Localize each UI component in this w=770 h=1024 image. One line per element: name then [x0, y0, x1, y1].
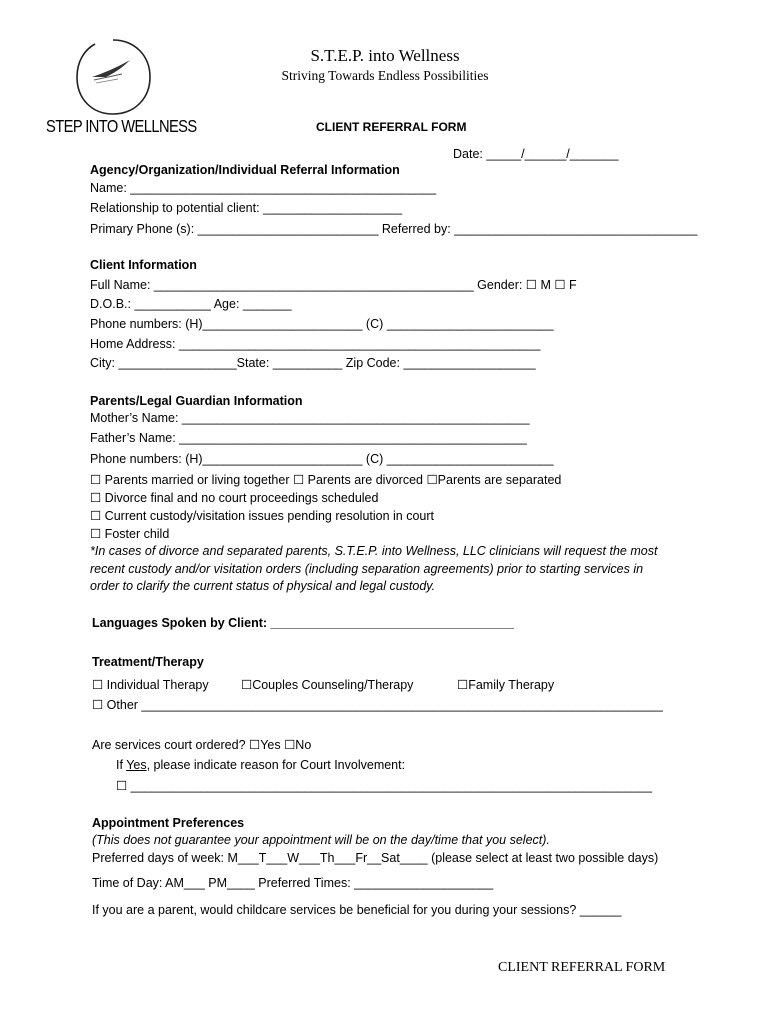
relationship-field[interactable]: Relationship to potential client: ____________________ [90, 201, 403, 215]
form-title: CLIENT REFERRAL FORM [316, 120, 467, 134]
divorce-final-checkbox[interactable]: ☐ Divorce final and no court proceedings scheduled [90, 491, 379, 505]
mother-name-field[interactable]: Mother’s Name: __________________________________________________ [90, 411, 530, 425]
brand-name: STEP INTO WELLNESS [46, 116, 197, 136]
time-of-day-field[interactable]: Time of Day: AM___ PM____ Preferred Times: ____________________ [92, 876, 494, 890]
other-therapy-field[interactable]: ☐ Other ___________________________________________________________________________ [92, 698, 663, 712]
agency-phone-field[interactable]: Primary Phone (s): __________________________ Referred by: ___________________________________ [90, 222, 698, 236]
couples-therapy-checkbox[interactable]: ☐Couples Counseling/Therapy [241, 678, 414, 692]
client-dob-field[interactable]: D.O.B.: ___________ Age: _______ [90, 297, 292, 311]
individual-therapy-checkbox[interactable]: ☐ Individual Therapy [92, 678, 209, 692]
court-if-prefix: If [116, 758, 127, 772]
client-city-field[interactable]: City: _________________State: __________ Zip Code: ___________________ [90, 356, 536, 370]
court-reason-field[interactable]: ☐ ___________________________________________________________________________ [116, 779, 653, 793]
family-therapy-checkbox[interactable]: ☐Family Therapy [457, 678, 555, 692]
preferred-days-field[interactable]: Preferred days of week: M___T___W___Th___Fr__Sat____ (please select at least two possible days) [92, 851, 659, 865]
treatment-heading: Treatment/Therapy [92, 655, 204, 669]
court-reason-label [116, 758, 405, 772]
date-field[interactable]: Date: _____/______/_______ [453, 147, 619, 161]
footer-form-title: CLIENT REFERRAL FORM [498, 960, 666, 975]
guardian-heading: Parents/Legal Guardian Information [90, 394, 303, 408]
court-ordered-question[interactable]: Are services court ordered? ☐Yes ☐No [92, 738, 312, 752]
languages-field[interactable]: Languages Spoken by Client: ___________________________________ [92, 616, 514, 630]
agency-name-field[interactable]: Name: ____________________________________________ [90, 181, 437, 195]
court-yes-underlined: Yes [126, 758, 147, 772]
appointment-note: (This does not guarantee your appointment will be on the day/time that you select). [92, 833, 550, 847]
marital-status-options[interactable]: ☐ Parents married or living together ☐ Parents are divorced ☐Parents are separated [90, 473, 562, 487]
client-address-field[interactable]: Home Address: ____________________________________________________ [90, 337, 541, 351]
appointment-heading: Appointment Preferences [92, 816, 245, 830]
guardian-phone-field[interactable]: Phone numbers: (H)_______________________ (C) ________________________ [90, 452, 554, 466]
court-if-rest: , please indicate reason for Court Involvement: [146, 758, 406, 772]
custody-pending-checkbox[interactable]: ☐ Current custody/visitation issues pending resolution in court [90, 509, 435, 523]
custody-note-line3: order to clarify the current status of physical and legal custody. [90, 579, 436, 593]
foster-child-checkbox[interactable]: ☐ Foster child [90, 527, 170, 541]
father-name-field[interactable]: Father’s Name: __________________________________________________ [90, 431, 527, 445]
org-subtitle: Striving Towards Endless Possibilities [281, 68, 489, 83]
custody-note-line2: recent custody and/or visitation orders (including separation agreements) prior to starting services in [90, 562, 644, 576]
custody-note-line1: *In cases of divorce and separated parents, S.T.E.P. into Wellness, LLC clinicians will request the most [90, 544, 658, 558]
client-heading: Client Information [90, 258, 197, 272]
agency-heading: Agency/Organization/Individual Referral Information [90, 163, 400, 177]
org-title: S.T.E.P. into Wellness [310, 46, 460, 65]
client-phone-field[interactable]: Phone numbers: (H)_______________________ (C) ________________________ [90, 317, 554, 331]
client-fullname-field[interactable]: Full Name: ______________________________________________ Gender: ☐ M ☐ F [90, 278, 577, 292]
childcare-field[interactable]: If you are a parent, would childcare services be beneficial for you during your sessions? ______ [92, 903, 622, 917]
